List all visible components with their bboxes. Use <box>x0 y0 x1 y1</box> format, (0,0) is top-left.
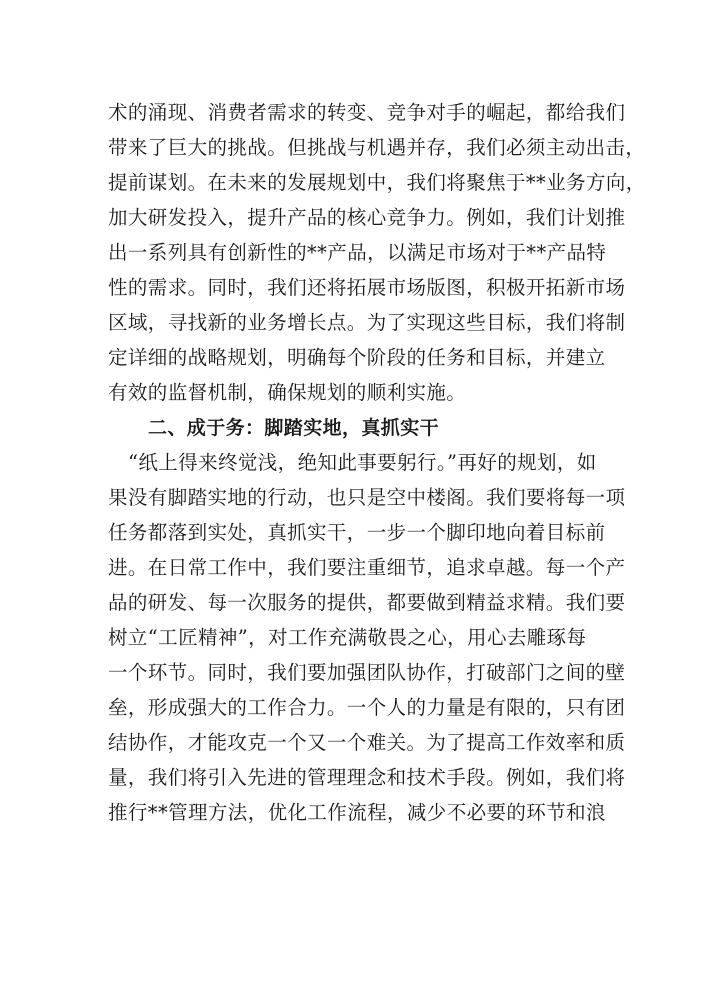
text-line: 定详细的战略规划，明确每个阶段的任务和目标，并建立 <box>108 346 606 369</box>
text-line: 提前谋划。在未来的发展规划中，我们将聚焦于**业务方向， <box>108 171 646 194</box>
text-line: 性的需求。同时，我们还将拓展市场版图，积极开拓新市场 <box>108 276 626 299</box>
text-line: 加大研发投入，提升产品的核心竞争力。例如，我们计划推 <box>108 206 626 229</box>
text-line: 一个环节。同时，我们要加强团队协作，打破部门之间的壁 <box>108 661 626 684</box>
text-line: 术的涌现、消费者需求的转变、竞争对手的崛起，都给我们 <box>108 101 626 124</box>
text-line: “纸上得来终觉浅，绝知此事要躬行。”再好的规划，如 <box>128 451 597 474</box>
text-line: 品的研发、每一次服务的提供，都要做到精益求精。我们要 <box>108 591 626 614</box>
text-line: 出一系列具有创新性的**产品，以满足市场对于**产品特 <box>108 241 607 264</box>
text-line: 有效的监督机制，确保规划的顺利实施。 <box>108 381 467 404</box>
text-line: 量，我们将引入先进的管理理念和技术手段。例如，我们将 <box>108 766 626 789</box>
text-line: 任务都落到实处，真抓实干，一步一个脚印地向着目标前 <box>108 521 606 544</box>
text-line: 垒，形成强大的工作合力。一个人的力量是有限的，只有团 <box>108 696 626 719</box>
text-line: 推行**管理方法，优化工作流程，减少不必要的环节和浪 <box>108 801 606 824</box>
text-line: 结协作，才能攻克一个又一个难关。为了提高工作效率和质 <box>108 731 626 754</box>
text-line: 带来了巨大的挑战。但挑战与机遇并存，我们必须主动出击， <box>108 136 646 159</box>
text-line: 树立“工匠精神”，对工作充满敬畏之心，用心去雕琢每 <box>108 626 587 649</box>
text-line: 进。在日常工作中，我们要注重细节，追求卓越。每一个产 <box>108 556 626 579</box>
text-line: 果没有脚踏实地的行动，也只是空中楼阁。我们要将每一项 <box>108 486 626 509</box>
text-line: 区域，寻找新的业务增长点。为了实现这些目标，我们将制 <box>108 311 626 334</box>
section-heading: 二、成于务：脚踏实地，真抓实干 <box>148 417 440 439</box>
